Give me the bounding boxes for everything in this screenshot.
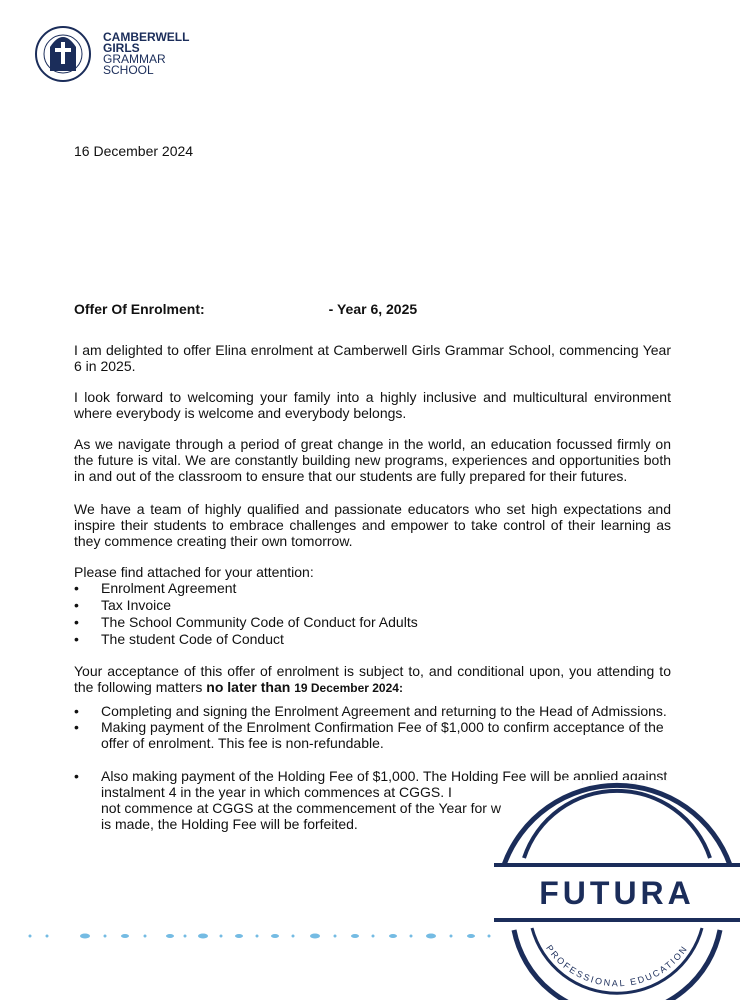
- deadline-date: 19 December 2024:: [294, 681, 403, 695]
- logo-line-1: CAMBERWELL: [103, 30, 190, 44]
- list-item: • The School Community Code of Conduct for Adults: [74, 614, 671, 631]
- stamp-main-text: FUTURA: [539, 875, 695, 911]
- crest-icon: [30, 25, 96, 83]
- logo-line-3: GRAMMAR: [103, 52, 166, 66]
- letter-date: 16 December 2024: [74, 143, 194, 159]
- paragraph-4: We have a team of highly qualified and passionate educators who set high expectations and inspire their students to embrace challenges and empower to take control of their learning as they commence creating their own tomorrow.: [74, 501, 671, 549]
- school-logo: [30, 25, 189, 83]
- list-item: • The student Code of Conduct: [74, 631, 671, 648]
- logo-line-2: GIRLS: [103, 41, 140, 55]
- paragraph-1: I am delighted to offer Elina enrolment at Camberwell Girls Grammar School, commencing Year 6 in 2025.: [74, 342, 671, 374]
- list-item: • Enrolment Agreement: [74, 580, 671, 597]
- stamp-arc-text: PROFESSIONAL EDUCATION: [544, 943, 690, 989]
- list-item: • Also making payment of the Holding Fee of $1,000. The Holding Fee will be applied against instalment 4 in the year in which commences at CGGS. I not commence at CGGS at the commencement of the Year for w is made, the Holding Fee will be forfeited.: [74, 768, 671, 832]
- logo-wordmark: [103, 32, 189, 76]
- offer-year: - Year 6, 2025: [328, 301, 418, 317]
- futura-stamp: [492, 780, 740, 1000]
- attachments-list: [74, 580, 671, 648]
- conditions-intro: Your acceptance of this offer of enrolment is subject to, and conditional upon, you attending to the following matters no later than 19 December 2024:: [74, 663, 671, 695]
- list-item: • Tax Invoice: [74, 597, 671, 614]
- attachments-intro: Please find attached for your attention:: [74, 564, 314, 580]
- list-item: • Completing and signing the Enrolment Agreement and returning to the Head of Admissions.: [74, 703, 671, 719]
- deadline-prefix: no later than: [206, 679, 295, 695]
- paragraph-3: As we navigate through a period of great change in the world, an education focussed firmly on the future is vital. We are constantly building new programs, experiences and opportunities both in and out of the classroom to ensure that our students are fully prepared for their futures.: [74, 436, 671, 484]
- logo-line-4: SCHOOL: [103, 63, 154, 77]
- offer-label: Offer Of Enrolment:: [74, 301, 205, 317]
- list-item: • Making payment of the Enrolment Confirmation Fee of $1,000 to confirm acceptance of the offer of enrolment. This fee is non-refundable.: [74, 719, 671, 751]
- decorative-dots: [25, 930, 495, 942]
- offer-heading: [74, 301, 417, 317]
- paragraph-2: I look forward to welcoming your family into a highly inclusive and multicultural environment where everybody is welcome and everybody belongs.: [74, 389, 671, 421]
